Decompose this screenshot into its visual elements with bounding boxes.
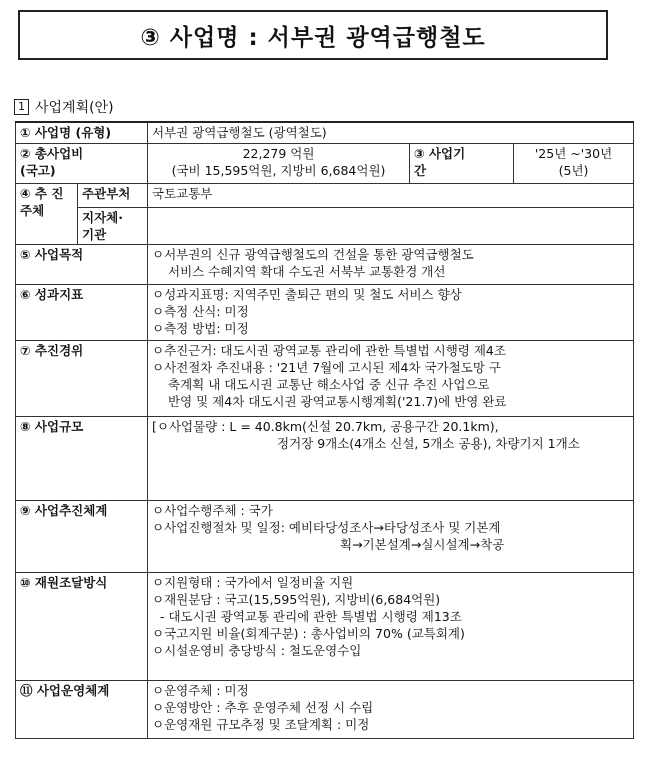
row-history — [16, 340, 634, 416]
row-ministry — [16, 183, 634, 207]
label-local-gov — [78, 207, 148, 244]
label-operation: ⑪ 사업운영체계 — [16, 680, 148, 738]
value-purpose — [148, 244, 634, 284]
indicator-line: ㅇ측정 산식: 미정 — [152, 303, 249, 319]
history-line: 축계획 내 대도시권 교통난 해소사업 중 신규 추진 사업으로 — [168, 376, 490, 392]
indicator-line: ㅇ측정 방법: 미정 — [152, 320, 249, 336]
label-period — [410, 143, 514, 183]
section-heading — [14, 97, 114, 117]
funding-line: ㅇ시설운영비 충당방식 : 철도운영수입 — [152, 642, 362, 658]
row-total-cost — [16, 143, 634, 183]
funding-line: ㅇ재원분담 : 국고(15,595억원), 지방비(6,684억원) — [152, 591, 441, 607]
label-history: ⑦ 추진경위 — [16, 340, 148, 416]
row-scale — [16, 416, 634, 500]
value-funding — [148, 572, 634, 680]
operation-line: ㅇ운영주체 : 미정 — [152, 682, 249, 698]
section-number: 1 — [14, 99, 29, 115]
label-project-name: ① 사업명 (유형) — [16, 122, 148, 143]
label-period-line1: ③ 사업기 — [414, 145, 466, 161]
value-ministry: 국토교통부 — [148, 183, 634, 207]
row-purpose — [16, 244, 634, 284]
funding-line: ㅇ지원형태 : 국가에서 일정비율 지원 — [152, 574, 354, 590]
operation-line: ㅇ운영방안 : 추후 운영주체 선정 시 수립 — [152, 699, 374, 715]
system-line: ㅇ사업수행주체 : 국가 — [152, 502, 273, 518]
value-total-cost — [148, 143, 410, 183]
title-box — [18, 10, 608, 60]
section-label: 사업계획(안) — [35, 100, 114, 116]
system-line: 획→기본설계→실시설계→착공 — [340, 536, 505, 552]
scale-line: [ㅇ사업물량 : L = 40.8km(신설 20.7km, 공용구간 20.1km), — [152, 418, 499, 434]
plan-table — [15, 121, 634, 739]
label-local-gov-line1: 지자체· — [82, 209, 123, 225]
label-org-line2: 주체 — [20, 202, 45, 218]
value-history — [148, 340, 634, 416]
history-line: ㅇ사전절차 추진내용 : '21년 7월에 고시된 제4차 국가철도망 구 — [152, 359, 501, 375]
period-years: (5년) — [558, 162, 589, 178]
label-total-cost-line1: ② 총사업비 — [20, 145, 84, 161]
row-funding — [16, 572, 634, 680]
label-system: ⑨ 사업추진체계 — [16, 500, 148, 572]
period-range: '25년 ~'30년 — [534, 145, 613, 161]
purpose-line: 서비스 수혜지역 확대 수도권 서북부 교통환경 개선 — [168, 263, 446, 279]
value-indicator — [148, 284, 634, 340]
system-line: ㅇ사업진행절차 및 일정: 예비타당성조사→타당성조사 및 기본계 — [152, 519, 501, 535]
label-funding: ⑩ 재원조달방식 — [16, 572, 148, 680]
value-operation — [148, 680, 634, 738]
funding-line: - 대도시권 광역교통 관리에 관한 특별법 시행령 제13조 — [160, 608, 462, 624]
label-org — [16, 183, 78, 244]
row-indicator — [16, 284, 634, 340]
purpose-line: ㅇ서부권의 신규 광역급행철도의 건설을 통한 광역급행철도 — [152, 246, 474, 262]
funding-line: ㅇ국고지원 비율(회계구분) : 총사업비의 70% (교특회계) — [152, 625, 465, 641]
label-total-cost-line2: (국고) — [20, 162, 56, 178]
label-purpose: ⑤ 사업목적 — [16, 244, 148, 284]
indicator-line: ㅇ성과지표명: 지역주민 출퇴근 편의 및 철도 서비스 향상 — [152, 286, 462, 302]
operation-line: ㅇ운영재원 규모추정 및 조달계획 : 미정 — [152, 716, 370, 732]
label-total-cost — [16, 143, 148, 183]
row-project-name — [16, 122, 634, 143]
value-system — [148, 500, 634, 572]
label-org-line1: ④ 추 진 — [20, 185, 64, 201]
value-scale — [148, 416, 634, 500]
value-local-gov — [148, 207, 634, 244]
value-period — [514, 143, 634, 183]
total-cost-amount: 22,279 억원 — [242, 145, 315, 161]
total-cost-breakdown: (국비 15,595억원, 지방비 6,684억원) — [171, 162, 386, 178]
label-indicator: ⑥ 성과지표 — [16, 284, 148, 340]
row-local-gov — [16, 207, 634, 244]
label-period-line2: 간 — [414, 162, 427, 178]
label-local-gov-line2: 기관 — [82, 226, 107, 242]
page-title: ③ 사업명 : 서부권 광역급행철도 — [140, 24, 486, 51]
label-scale: ⑧ 사업규모 — [16, 416, 148, 500]
value-project-name: 서부권 광역급행철도 (광역철도) — [148, 122, 634, 143]
label-ministry: 주관부처 — [78, 183, 148, 207]
row-system — [16, 500, 634, 572]
history-line: 반영 및 제4차 대도시권 광역교통시행계획('21.7)에 반영 완료 — [168, 393, 507, 409]
row-operation — [16, 680, 634, 738]
scale-line: 정거장 9개소(4개소 신설, 5개소 공용), 차량기지 1개소 — [277, 435, 580, 451]
history-line: ㅇ추진근거: 대도시권 광역교통 관리에 관한 특별법 시행령 제4조 — [152, 342, 506, 358]
